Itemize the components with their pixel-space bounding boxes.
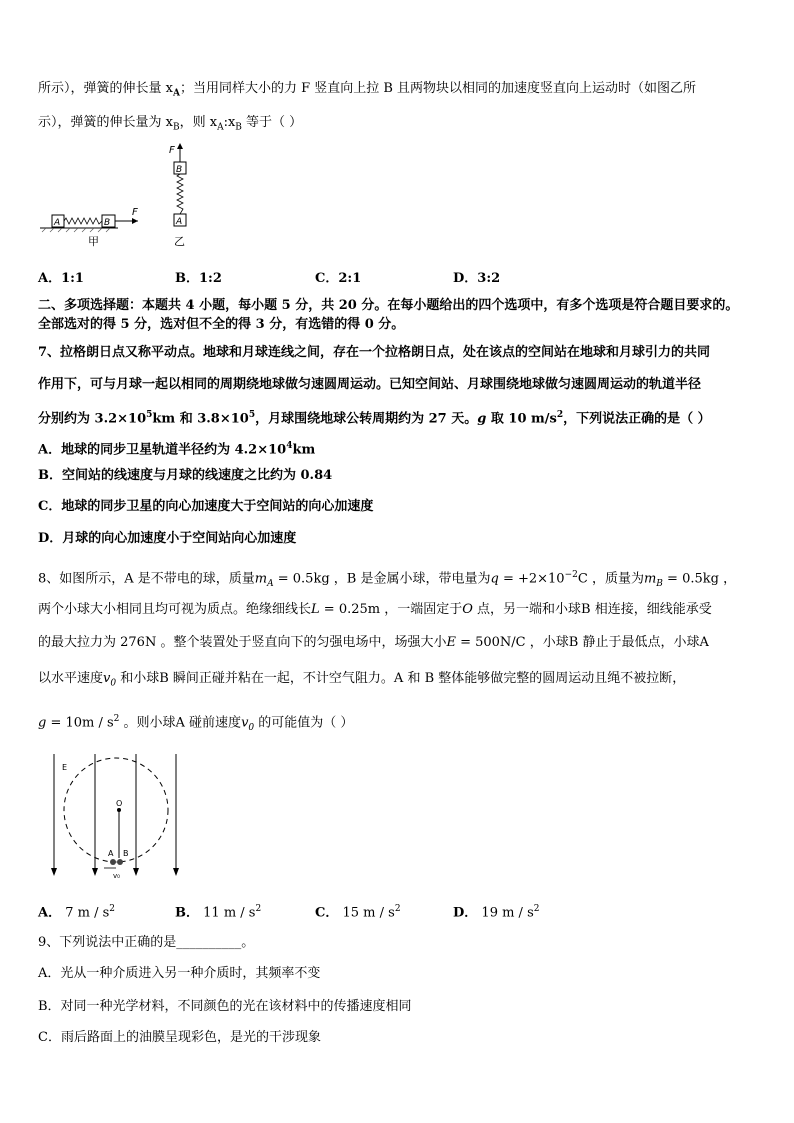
section2-heading-2: 全部选对的得 5 分，选对但不全的得 3 分，有选错的得 0 分。 [38,317,405,332]
q8-line-1 [38,566,736,593]
ground-hatch [42,228,110,232]
q8-line1-e: = 0.5kg ， [662,571,737,587]
q8-line2-l: L [311,602,320,617]
label-a-vertical: A [176,217,183,227]
ball-b [117,859,123,865]
q7-option-a[interactable] [38,437,315,459]
q6-option-b[interactable]: B．1:2 [175,271,222,286]
q7-option-b[interactable]: B．空间站的线速度与月球的线速度之比约为 0.84 [38,468,333,483]
q8-line2-o: O [462,602,473,617]
q8-line4-v: v [103,671,111,686]
q8-line1-ma-sub: A [267,578,274,589]
q8-line1-c: = +2×10 [498,571,565,587]
q8-option-c-value: 15 m / s [342,905,395,921]
q9-option-b[interactable]: B．对同一种光学材料，不同颜色的光在该材料中的传播速度相同 [38,999,412,1014]
q8-line1-q: q [490,571,499,587]
q7-option-a-unit: km [292,442,316,458]
q7-line-2: 作用下，可与月球一起以相同的周期绕地球做匀速圆周运动。已知空间站、月球围绕地球做匀速圆周运动的轨道半径 [38,377,702,392]
field-arrow-1 [51,868,57,876]
label-b-horizontal: B [104,218,111,228]
q7-line3-b: km 和 3.8×10 [152,411,249,427]
q9-option-a[interactable]: A．光从一种介质进入另一种介质时，其频率不变 [38,966,321,981]
force-arrowhead-vertical [177,143,183,149]
label-ball-a: A [108,849,114,858]
q6-line2-sub-b2: B [235,122,242,133]
spring-vertical [177,174,183,214]
q8-line2-c: 点，另一端和小球B 相连接，细线能承受 [472,602,712,617]
q8-line-5 [38,710,353,737]
q6-line1-text: 所示），弹簧的伸长量 x [38,81,173,96]
force-arrowhead-horizontal [132,218,138,224]
label-ball-b: B [123,849,129,858]
q6-line2-start: 示），弹簧的伸长量为 x [38,115,173,130]
q6-line-1 [38,80,696,103]
section2-heading-1: 二、多项选择题：本题共 4 小题，每小题 5 分，共 20 分。在每小题给出的四个选项中，有多个选项是符合题目要求的。 [38,298,739,313]
q8-line1-sup: −2 [564,570,578,580]
q8-line5-g: g [38,715,47,731]
q7-line3-sup1: 5 [146,410,153,420]
q8-line5-c: 的可能值为（ ） [254,715,354,731]
caption-yi: 乙 [174,235,185,248]
q7-option-a-text: A．地球的同步卫星轨道半径约为 4.2×10 [38,442,287,458]
q8-line2-b: = 0.25m ，一端固定于 [319,602,463,617]
q7-line3-d: 取 10 m/s [486,411,557,427]
q7-line-3 [38,406,711,428]
label-o: O [116,799,123,808]
q8-line3-a: 的最大拉力为 276N 。整个装置处于竖直向下的匀强电场中，场强大小 [38,635,447,650]
label-e: E [62,763,68,772]
q6-line2-end: 等于（ ） [241,115,303,130]
q8-option-d-letter: D． [453,905,478,921]
q8-option-c[interactable] [315,900,401,922]
q8-option-d-sup: 2 [533,904,540,914]
field-arrow-4 [173,868,179,876]
q8-line1-ma: m [254,571,268,587]
q8-line5-sub: 0 [248,722,255,733]
q8-option-c-sup: 2 [394,904,401,914]
q6-line2-sub-a: A [217,122,224,133]
q8-line5-sup: 2 [113,714,120,724]
q8-option-b[interactable] [175,900,261,922]
q6-line1-rest: ；当用同样大小的力 F 竖直向上拉 B 且两物块以相同的加速度竖直向上运动时（如图乙所 [179,81,697,96]
q8-line4-sub: 0 [110,678,117,689]
q8-line4-a: 以水平速度 [38,671,104,686]
q7-option-d[interactable]: D．月球的向心加速度小于空间站向心加速度 [38,531,297,546]
ball-a [110,859,116,865]
q8-option-a-letter: A． [38,905,62,921]
q8-line5-v: v [241,715,249,731]
label-v0: v₀ [113,872,120,880]
q7-option-a-sup: 4 [286,441,293,451]
q8-line1-d: C ，质量为 [577,571,644,587]
q8-line5-b: 。则小球A 碰前速度 [119,715,242,731]
circular-path [64,758,168,862]
q8-line3-e: E [446,635,456,650]
label-f-horizontal: F [132,207,138,218]
q8-option-a-sup: 2 [109,904,116,914]
q6-line2-sub-b: B [172,122,180,133]
label-f-vertical: F [169,145,175,156]
q6-option-a[interactable]: A．1:1 [38,271,84,286]
q9-stem: 9、下列说法中正确的是__________。 [38,935,255,950]
q6-line-2 [38,114,302,137]
q7-option-c[interactable]: C．地球的同步卫星的向心加速度大于空间站的向心加速度 [38,499,374,514]
q8-line-2 [38,601,712,619]
q6-line2-colon: :x [223,115,236,130]
spring-horizontal [64,218,102,224]
label-a-horizontal: A [54,218,61,228]
label-b-vertical: B [176,165,183,175]
q8-line1-a: 8、如图所示，A 是不带电的球，质量 [38,571,255,587]
q8-line4-b: 和小球B 瞬间正碰并粘在一起，不计空气阻力。A 和 B 整体能够做完整的圆周运动且绳不被拉断， [116,671,686,686]
q8-line1-b: = 0.5kg ，B 是金属小球，带电量为 [273,571,491,587]
q6-option-d[interactable]: D．3:2 [453,271,501,286]
q8-line2-a: 两个小球大小相同且均可视为质点。绝缘细线长 [38,602,312,617]
q9-option-c[interactable]: C．雨后路面上的油膜呈现彩色，是光的干涉现象 [38,1030,321,1045]
q8-option-a-value: 7 m / s [65,905,110,921]
q8-line-3 [38,634,709,652]
q7-line3-e: ，下列说法正确的是（ ） [563,411,711,427]
q8-line3-b: = 500N/C ，小球B 静止于最低点，小球A [455,635,709,650]
q8-option-a[interactable] [38,900,115,922]
q7-line3-g: g [477,411,487,427]
q8-option-b-sup: 2 [255,904,262,914]
q7-line-1: 7、拉格朗日点又称平动点。地球和月球连线之间，存在一个拉格朗日点，处在该点的空间站在地球和月球引力的共同 [38,345,711,360]
q8-option-b-letter: B． [175,905,199,921]
q8-option-d-value: 19 m / s [481,905,534,921]
q8-line1-mb-sub: B [656,578,663,589]
q7-line3-a: 分别约为 3.2×10 [38,411,147,427]
q8-line-4 [38,670,685,693]
q7-line3-sup3: 2 [556,410,564,420]
q8-option-b-value: 11 m / s [203,905,256,921]
q8-option-c-letter: C． [315,905,339,921]
q8-line5-a: = 10m / s [46,715,114,731]
q8-option-d[interactable] [453,900,539,922]
q6-option-c[interactable]: C．2:1 [315,271,362,286]
q8-figure [40,752,190,884]
field-arrow-3 [133,868,139,876]
q6-line2-mid: ，则 x [179,115,218,130]
q6-figure [38,140,208,252]
caption-jia: 甲 [88,235,99,248]
q7-line3-sup2: 5 [248,410,256,420]
q6-line1-sub: A [172,88,180,99]
field-arrow-2 [92,868,98,876]
q7-line3-c: ，月球围绕地球公转周期约为 27 天。 [255,411,478,427]
q8-line1-mb: m [643,571,657,587]
